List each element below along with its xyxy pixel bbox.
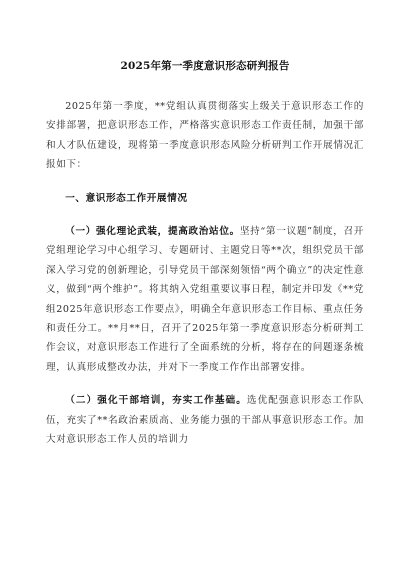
item-2-body: 选优配强意识形态工作队伍，充实了**名政治素质高、业务能力强的干部从事意识形态工作。加大对意识形态工作人员的培训力: [46, 395, 364, 446]
section-heading: 一、意识形态工作开展情况: [65, 192, 188, 204]
item-1-body: 坚持“第一议题”制度，召开党组理论学习中心组学习、专题研讨、主题党日等**次，组织党员干部深入学习党的创新理论，引导党员干部深刻领悟“两个确立”的决定性意义，做到“两个维护”。将其纳入党组重要议事日程，制定并印发《**党组2025年意识形态工作要点》，明确全年意识形态工作目标、重点任务和责任分工。**月**日，召开了2025年第一季度意识形态分析研判工作会议，对意识形态工作进行了全面系统的分析，将存在的问题逐条梳理，认真形成整改办法，并对下一季度工作作出部署安排。: [46, 226, 364, 373]
item-2-lead: （二）强化干部培训，夯实工作基础。: [65, 395, 247, 407]
item-1-lead: （一）强化理论武装，提高政治站位。: [65, 226, 240, 238]
document-title: 2025年第一季度意识形态研判报告: [120, 60, 290, 72]
intro-paragraph: 2025年第一季度，**党组认真贯彻落实上级关于意识形态工作的安排部署，把意识形态工作，严格落实意识形态工作责任制，加强干部和人才队伍建设，现将第一季度意识形态风险分析研判工作开展情况汇报如下：: [46, 101, 364, 171]
item-1-paragraph: [46, 222, 364, 377]
item-2-paragraph: [46, 391, 364, 449]
